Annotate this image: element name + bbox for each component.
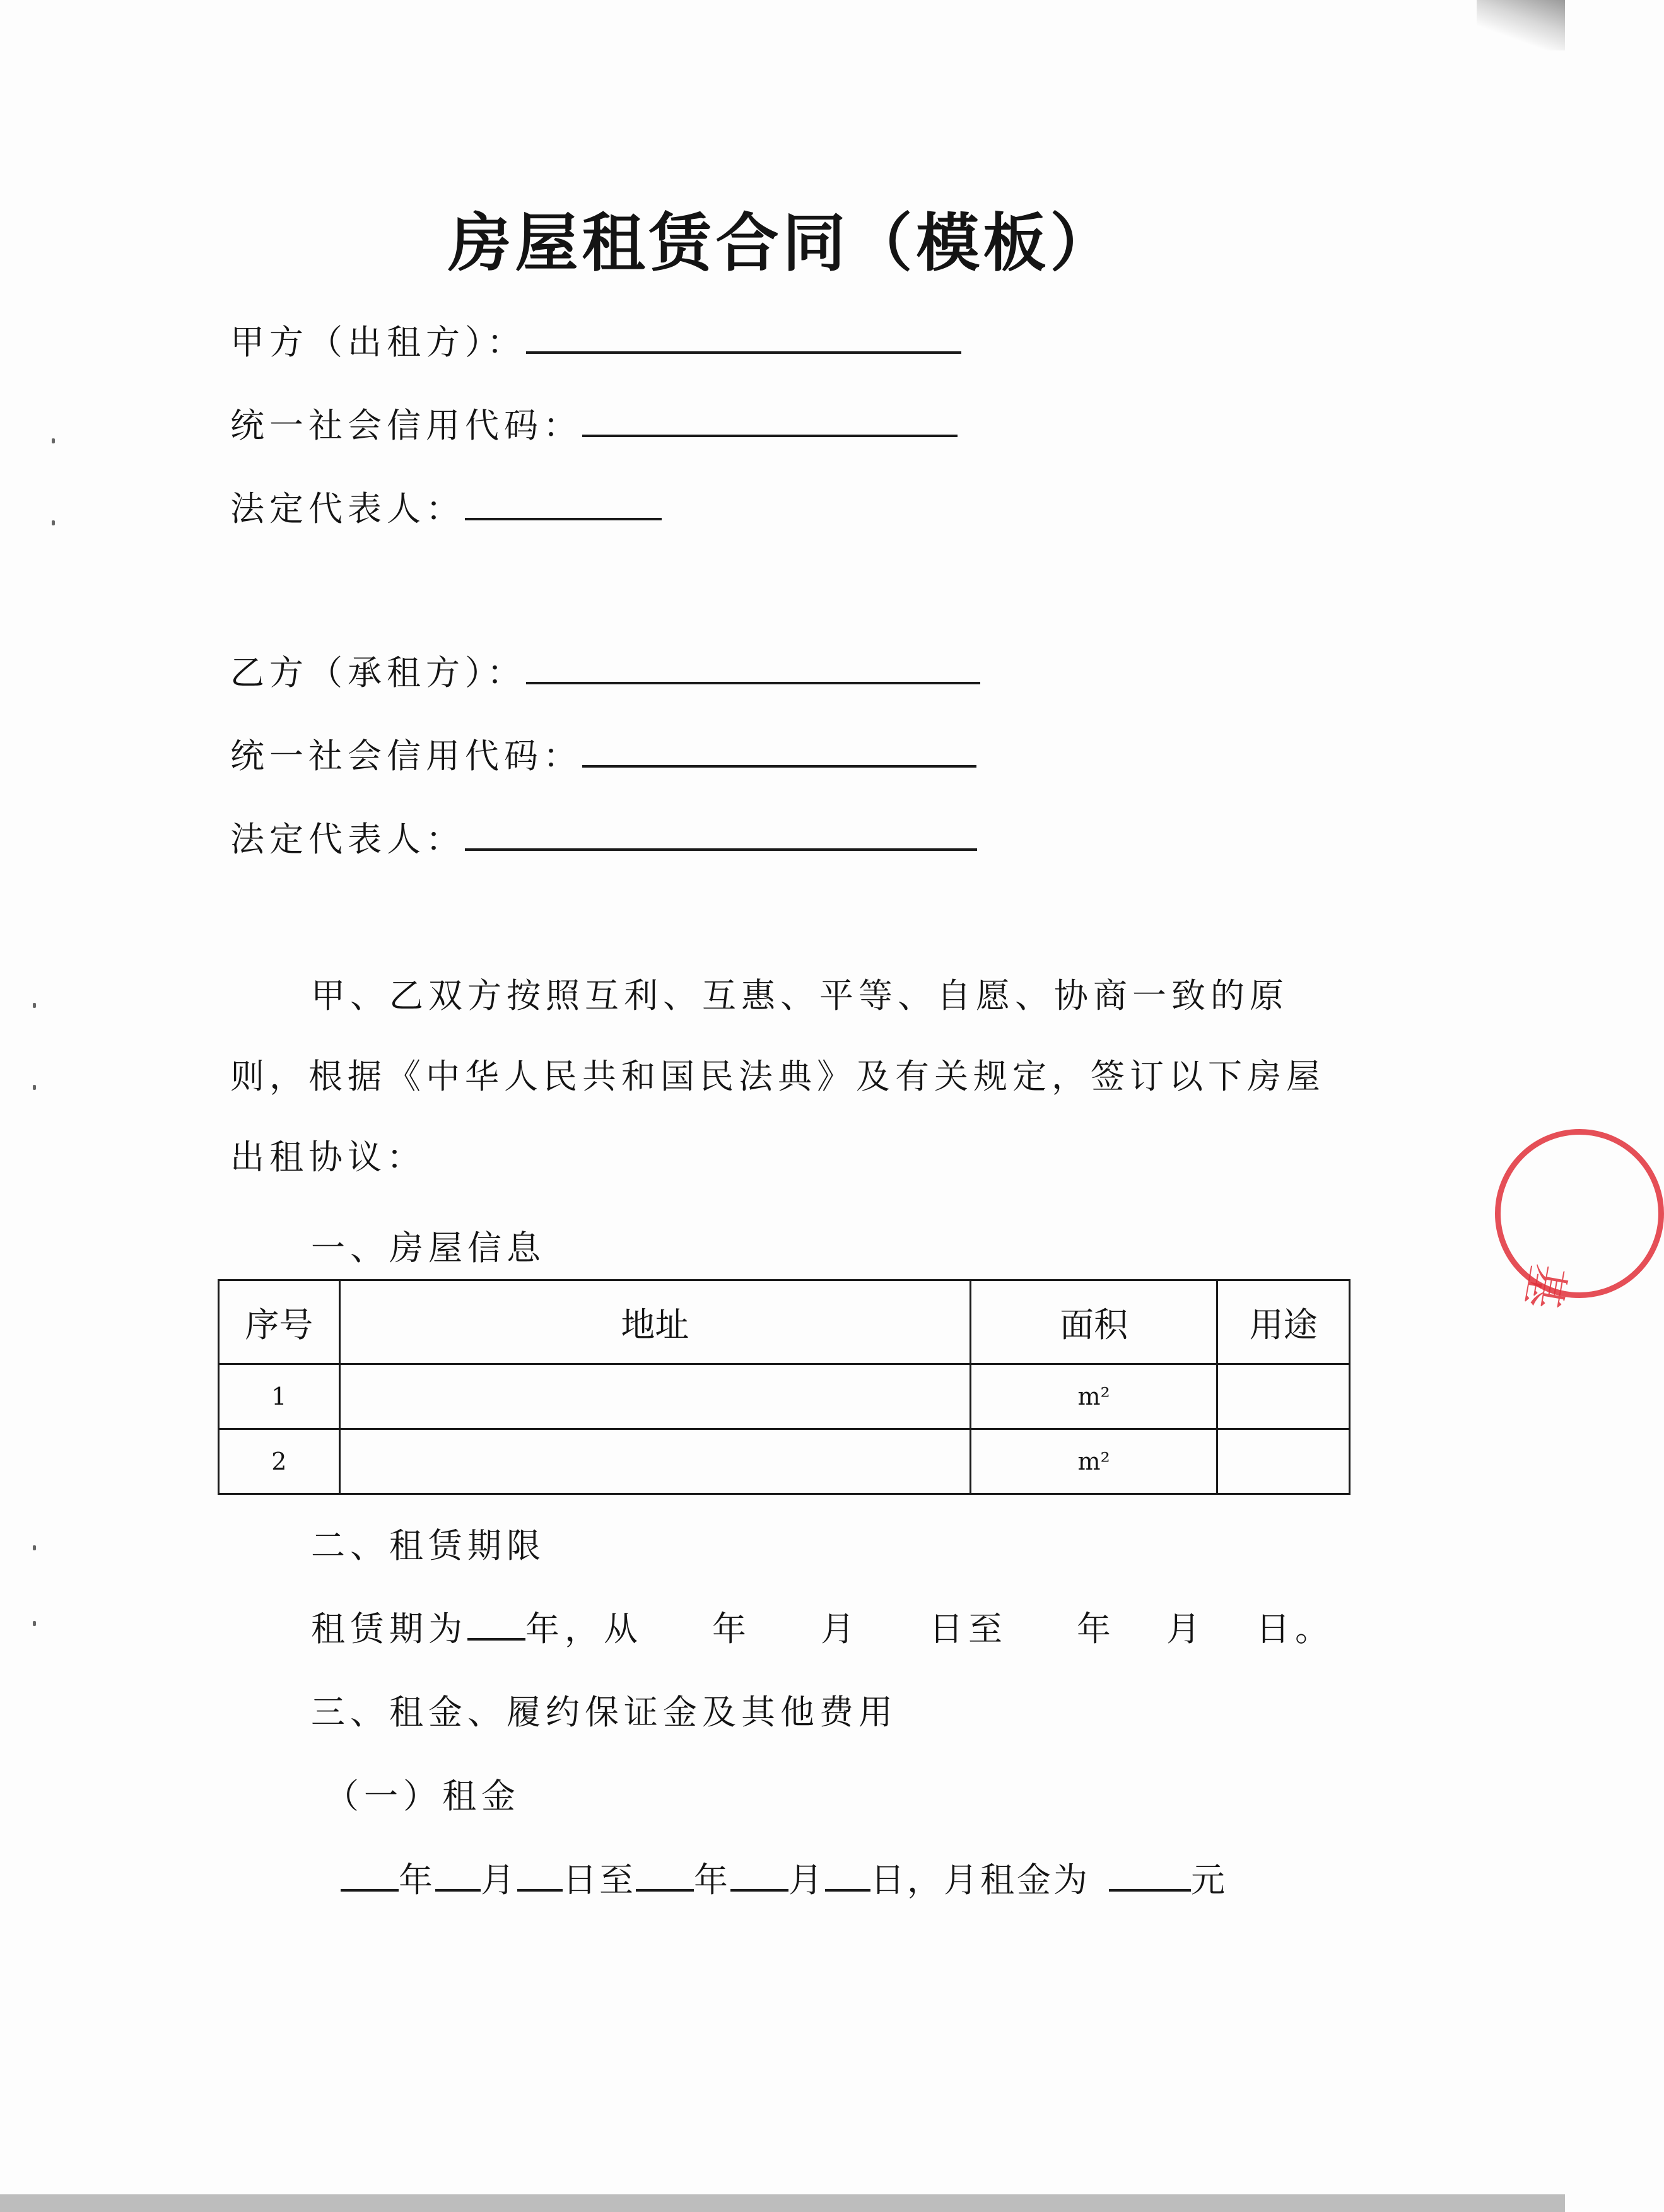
header-use: 用途 bbox=[1217, 1280, 1350, 1364]
term-suffix: 年，从 bbox=[525, 1609, 643, 1649]
rent-start-year-blank[interactable] bbox=[341, 1884, 399, 1892]
party-a-credit-code-blank[interactable] bbox=[582, 430, 958, 437]
party-a-label: 甲方（出租方）： bbox=[230, 322, 526, 362]
rent-unit: 元 bbox=[1191, 1860, 1227, 1900]
party-b-credit-code-line bbox=[230, 729, 976, 778]
row-address[interactable] bbox=[339, 1364, 970, 1429]
header-no: 序号 bbox=[219, 1280, 340, 1364]
party-a-credit-code-line bbox=[230, 399, 958, 447]
binding-mark bbox=[52, 438, 55, 443]
folded-corner bbox=[1477, 0, 1565, 50]
rent-end-month-blank[interactable] bbox=[730, 1884, 788, 1892]
binding-mark bbox=[33, 1085, 36, 1090]
rent-subheading: （一）租金 bbox=[325, 1776, 520, 1816]
rent-end-day-unit: 日，月租金为 bbox=[870, 1860, 1090, 1900]
rent-end-day-blank[interactable] bbox=[825, 1884, 870, 1892]
rent-period-line bbox=[341, 1853, 1227, 1902]
binding-mark bbox=[33, 1003, 36, 1008]
party-b-blank[interactable] bbox=[526, 677, 980, 684]
row-use[interactable] bbox=[1217, 1429, 1350, 1494]
scan-bottom-edge bbox=[0, 2194, 1565, 2212]
party-b-credit-code-blank[interactable] bbox=[582, 760, 976, 768]
monthly-rent-blank[interactable] bbox=[1109, 1884, 1191, 1892]
row-area[interactable]: m² bbox=[970, 1364, 1217, 1429]
header-address: 地址 bbox=[339, 1280, 970, 1364]
document-title: 房屋租赁合同（模板） bbox=[448, 206, 1117, 280]
start-day-unit: 日至 bbox=[929, 1609, 1007, 1649]
rent-end-year-blank[interactable] bbox=[636, 1884, 694, 1892]
rent-end-month-unit: 月 bbox=[788, 1860, 825, 1900]
party-b-line bbox=[230, 646, 980, 694]
header-area: 面积 bbox=[970, 1280, 1217, 1364]
binding-mark bbox=[33, 1621, 36, 1626]
rent-end-year-unit: 年 bbox=[694, 1860, 730, 1900]
intro-paragraph: 甲、乙双方按照互利、互惠、平等、自愿、协商一致的原则，根据《中华人民共和国民法典》及有关规定，签订以下房屋出租协议： bbox=[230, 976, 1325, 1177]
end-day-unit: 日。 bbox=[1256, 1609, 1334, 1649]
party-b-label: 乙方（承租方）： bbox=[230, 653, 526, 693]
party-a-credit-code-label: 统一社会信用代码： bbox=[230, 406, 582, 445]
table-header-row bbox=[219, 1280, 1350, 1364]
seal-character: 基 bbox=[1516, 1260, 1575, 1313]
rent-start-month-blank[interactable] bbox=[435, 1884, 481, 1892]
rent-start-month-unit: 月 bbox=[481, 1860, 517, 1900]
rent-start-year-unit: 年 bbox=[399, 1860, 435, 1900]
property-info-table bbox=[218, 1279, 1351, 1495]
binding-mark bbox=[33, 1545, 36, 1550]
row-use[interactable] bbox=[1217, 1364, 1350, 1429]
lease-term-line bbox=[311, 1602, 1334, 1651]
term-prefix: 租赁期为 bbox=[311, 1609, 467, 1649]
rent-start-day-unit: 日至 bbox=[563, 1860, 636, 1900]
table-row bbox=[219, 1429, 1350, 1494]
party-a-representative-blank[interactable] bbox=[465, 513, 662, 520]
end-month-unit: 月 bbox=[1166, 1609, 1205, 1649]
start-year-unit: 年 bbox=[712, 1609, 751, 1649]
row-no: 1 bbox=[219, 1364, 340, 1429]
end-year-unit: 年 bbox=[1077, 1609, 1116, 1649]
party-a-representative-line bbox=[230, 482, 662, 530]
binding-mark bbox=[52, 520, 55, 525]
section-3-heading: 三、租金、履约保证金及其他费用 bbox=[311, 1692, 898, 1732]
start-month-unit: 月 bbox=[821, 1609, 860, 1649]
rent-start-day-blank[interactable] bbox=[517, 1884, 563, 1892]
term-years-blank[interactable] bbox=[467, 1633, 525, 1641]
party-a-blank[interactable] bbox=[526, 346, 961, 354]
party-a-line bbox=[230, 315, 961, 364]
party-b-representative-blank[interactable] bbox=[465, 843, 977, 851]
row-address[interactable] bbox=[339, 1429, 970, 1494]
table-row bbox=[219, 1364, 1350, 1429]
party-a-representative-label: 法定代表人： bbox=[230, 489, 465, 529]
row-no: 2 bbox=[219, 1429, 340, 1494]
party-b-representative-label: 法定代表人： bbox=[230, 819, 465, 859]
section-1-heading: 一、房屋信息 bbox=[311, 1228, 546, 1268]
party-b-representative-line bbox=[230, 812, 977, 861]
party-b-credit-code-label: 统一社会信用代码： bbox=[230, 736, 582, 776]
row-area[interactable]: m² bbox=[970, 1429, 1217, 1494]
section-2-heading: 二、租赁期限 bbox=[311, 1526, 546, 1565]
